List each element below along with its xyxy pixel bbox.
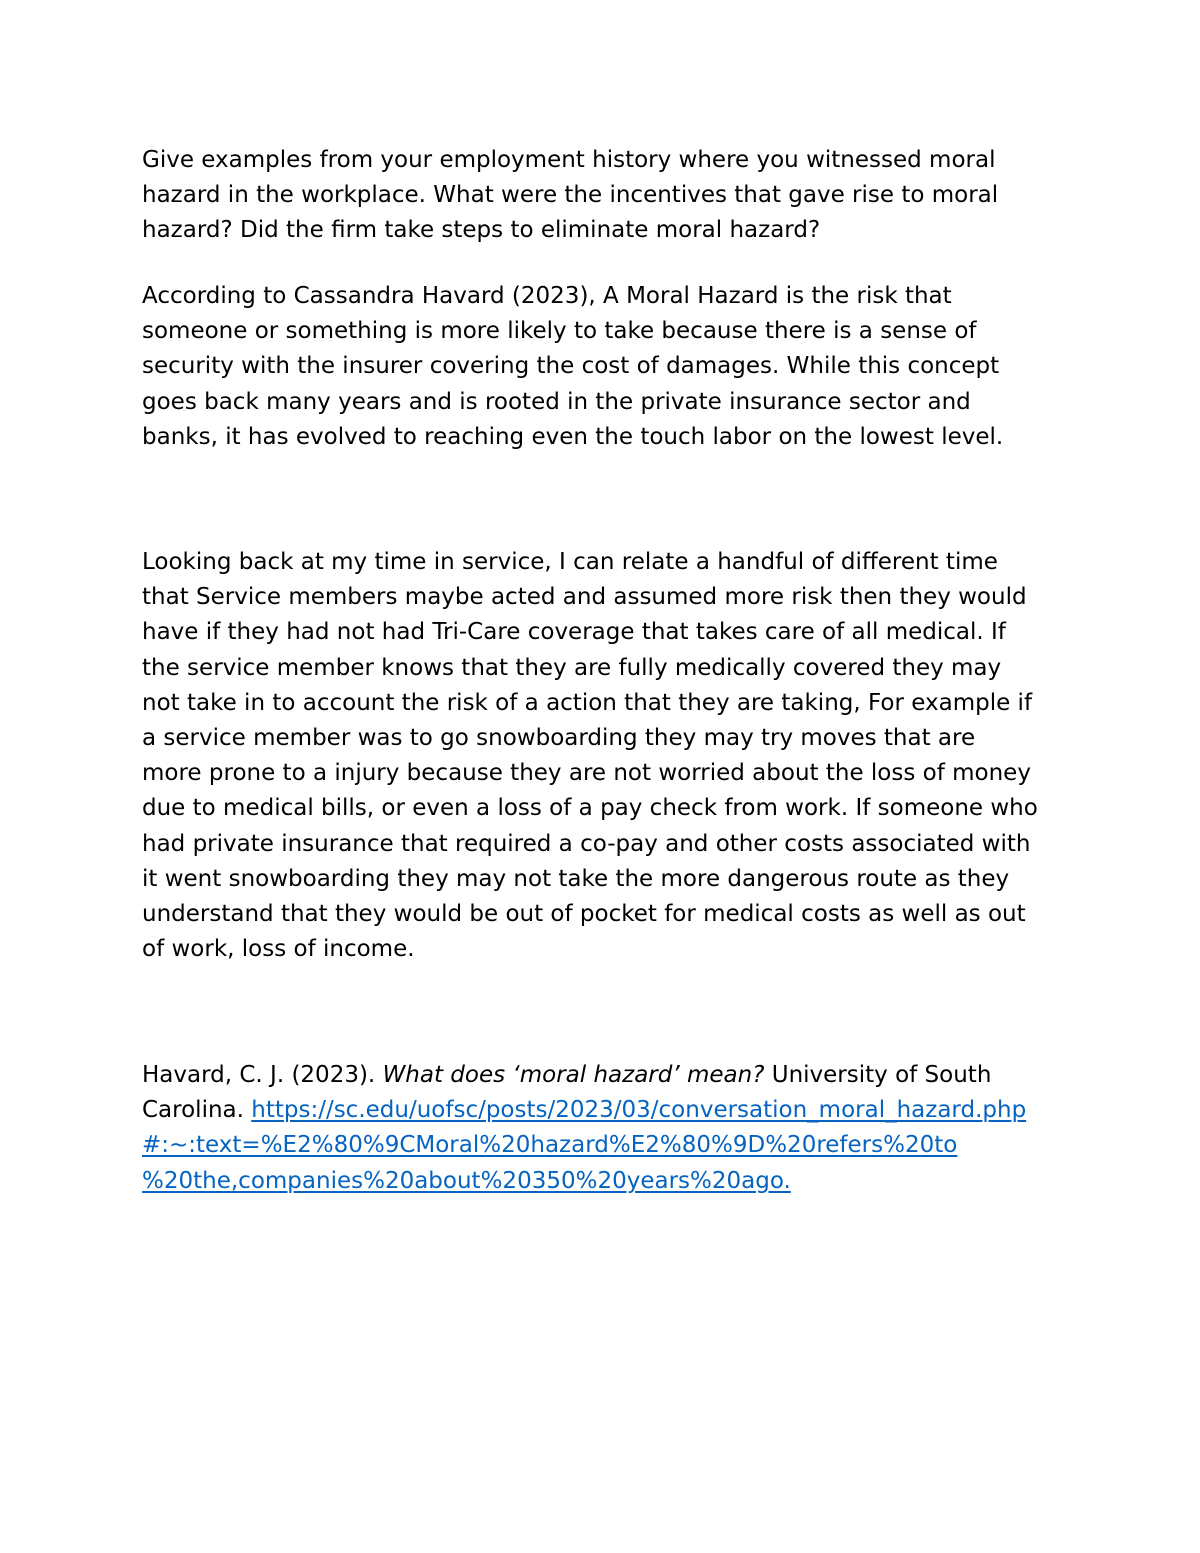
paragraph-line: the service member knows that they are fully medically covered they may: [142, 654, 1002, 681]
paragraph-line: someone or something is more likely to take because there is a sense of: [142, 318, 977, 345]
paragraph-line: have if they had not had Tri-Care coverage that takes care of all medical. If: [142, 619, 1006, 646]
paragraph-line: due to medical bills, or even a loss of a pay check from work. If someone who: [142, 795, 1038, 822]
paragraph-line: banks, it has evolved to reaching even the touch labor on the lowest level.: [142, 423, 1004, 450]
paragraph-line: had private insurance that required a co-pay and other costs associated with: [142, 830, 1031, 857]
reference-line: [142, 1128, 1072, 1163]
paragraph-line: understand that they would be out of pocket for medical costs as well as out: [142, 901, 1026, 928]
paragraph-line: not take in to account the risk of a action that they are taking, For example if: [142, 689, 1033, 716]
reference-title: What does ‘moral hazard’ mean?: [382, 1062, 765, 1088]
paragraph-line: a service member was to go snowboarding they may try moves that are: [142, 725, 976, 752]
question-paragraph: [142, 143, 1072, 249]
paragraph-line: security with the insurer covering the cost of damages. While this concept: [142, 353, 1000, 380]
reference-publisher: University of South: [764, 1062, 992, 1088]
reference-url-link[interactable]: #:~:text=%E2%80%9CMoral%20hazard%E2%80%9D%20refers%20to: [142, 1132, 958, 1159]
reference-entry: [142, 1058, 1072, 1199]
paragraph-line: hazard in the workplace. What were the incentives that gave rise to moral: [142, 182, 999, 209]
paragraph-line: it went snowboarding they may not take the more dangerous route as they: [142, 865, 1010, 892]
reference-url-link[interactable]: https://sc.edu/uofsc/posts/2023/03/conversation_moral_hazard.php: [251, 1097, 1027, 1124]
paragraph-line: According to Cassandra Havard (2023), A Moral Hazard is the risk that: [142, 283, 952, 309]
paragraph-line: of work, loss of income.: [142, 936, 415, 963]
paragraph-line: Looking back at my time in service, I can relate a handful of different time: [142, 549, 998, 575]
paragraph-line: hazard? Did the firm take steps to eliminate moral hazard?: [142, 217, 821, 244]
example-paragraph: [142, 545, 1072, 967]
paragraph-line: goes back many years and is rooted in the private insurance sector and: [142, 388, 971, 415]
definition-paragraph: [142, 279, 1072, 455]
reference-authors-year: Havard, C. J. (2023).: [142, 1062, 383, 1088]
reference-url-link[interactable]: %20the,companies%20about%20350%20years%20ago.: [142, 1167, 791, 1194]
paragraph-line: Give examples from your employment history where you witnessed moral: [142, 147, 996, 173]
reference-publisher: Carolina.: [142, 1097, 252, 1124]
reference-line: [142, 1093, 1072, 1128]
reference-line: [142, 1164, 1072, 1199]
paragraph-line: that Service members maybe acted and assumed more risk then they would: [142, 584, 1027, 611]
reference-line: [142, 1058, 1072, 1093]
paragraph-line: more prone to a injury because they are not worried about the loss of money: [142, 760, 1031, 787]
